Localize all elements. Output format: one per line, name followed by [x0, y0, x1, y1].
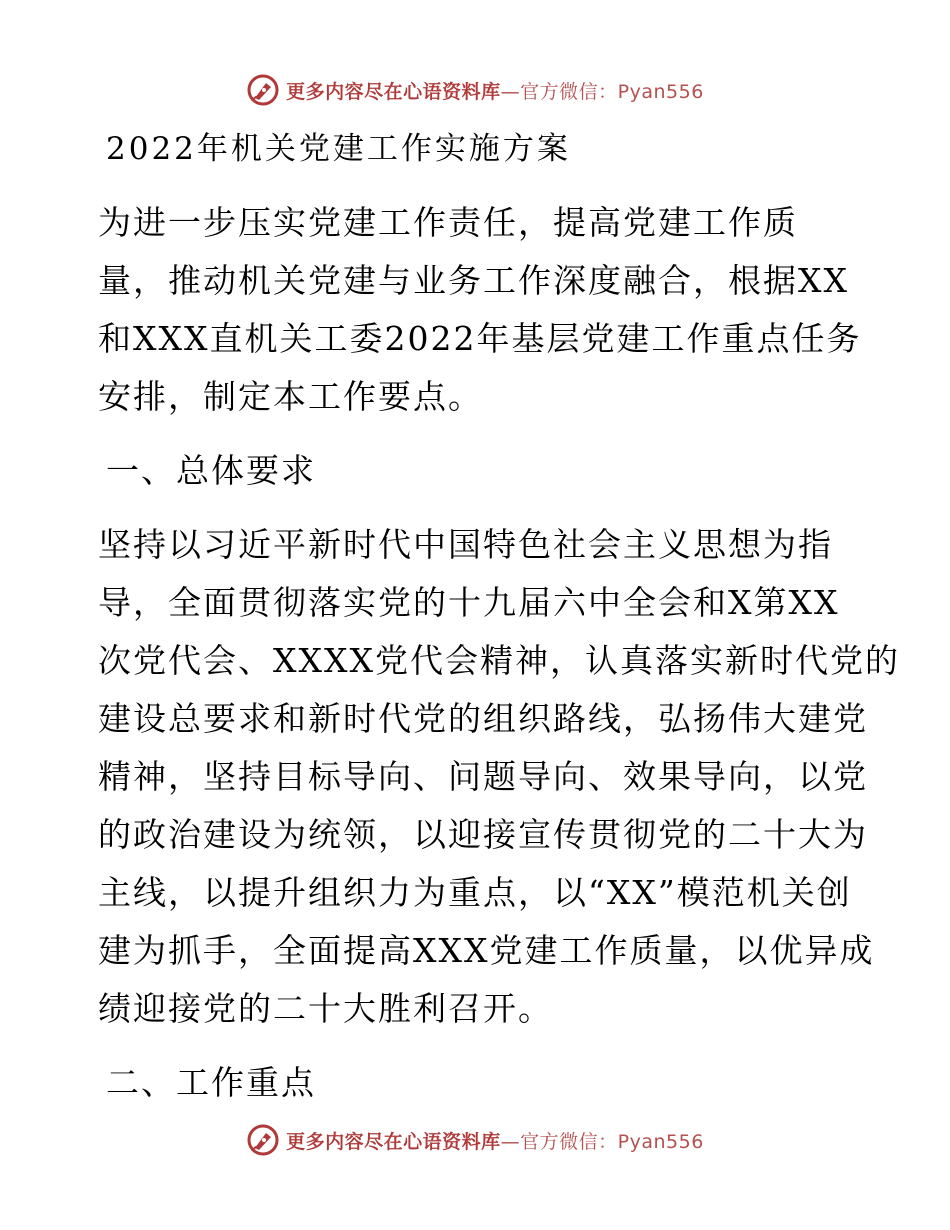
paragraph-line: 和XXX直机关工委2022年基层党建工作重点任务: [98, 319, 862, 358]
paragraph-line: 建设总要求和新时代党的组织路线，弘扬伟大建党: [98, 699, 868, 738]
watermark-dash: —: [500, 1130, 521, 1153]
intro-paragraph: [98, 194, 862, 426]
paragraph-line: 安排，制定本工作要点。: [98, 377, 483, 416]
watermark-banner-bottom: [0, 1122, 950, 1158]
section1-paragraph: [98, 516, 900, 1038]
pen-nib-circle-icon: [246, 1123, 280, 1157]
watermark-text: [286, 1127, 704, 1154]
paragraph-line: 精神，坚持目标导向、问题导向、效果导向，以党: [98, 757, 868, 796]
watermark-wechat: 官方微信：Pyan556: [520, 80, 704, 103]
watermark-banner-top: [0, 72, 950, 108]
watermark-dash: —: [500, 80, 521, 103]
paragraph-line: 次党代会、XXXX党代会精神，认真落实新时代党的: [98, 641, 900, 680]
paragraph-line: 坚持以习近平新时代中国特色社会主义思想为指: [98, 525, 833, 564]
watermark-brand: 更多内容尽在心语资料库: [286, 1130, 501, 1153]
paragraph-line: 导，全面贯彻落实党的十九届六中全会和X第XX: [98, 583, 840, 622]
section-heading-work-priorities: 二、工作重点: [106, 1063, 316, 1102]
pen-nib-circle-icon: [246, 73, 280, 107]
paragraph-line: 建为抓手，全面提高XXX党建工作质量，以优异成: [98, 931, 875, 970]
paragraph-line: 的政治建设为统领，以迎接宣传贯彻党的二十大为: [98, 815, 868, 854]
watermark-wechat: 官方微信：Pyan556: [520, 1130, 704, 1153]
paragraph-line: 绩迎接党的二十大胜利召开。: [98, 989, 553, 1028]
paragraph-line: 为进一步压实党建工作责任，提高党建工作质: [98, 203, 798, 242]
paragraph-line: 量，推动机关党建与业务工作深度融合，根据XX: [98, 261, 849, 300]
watermark-text: [286, 77, 704, 104]
watermark-brand: 更多内容尽在心语资料库: [286, 80, 501, 103]
paragraph-line: 主线，以提升组织力为重点，以“XX”模范机关创: [98, 873, 852, 912]
document-title: 2022年机关党建工作实施方案: [106, 131, 571, 167]
document-body: [98, 120, 900, 1112]
section-heading-overall-requirements: 一、总体要求: [106, 451, 316, 490]
